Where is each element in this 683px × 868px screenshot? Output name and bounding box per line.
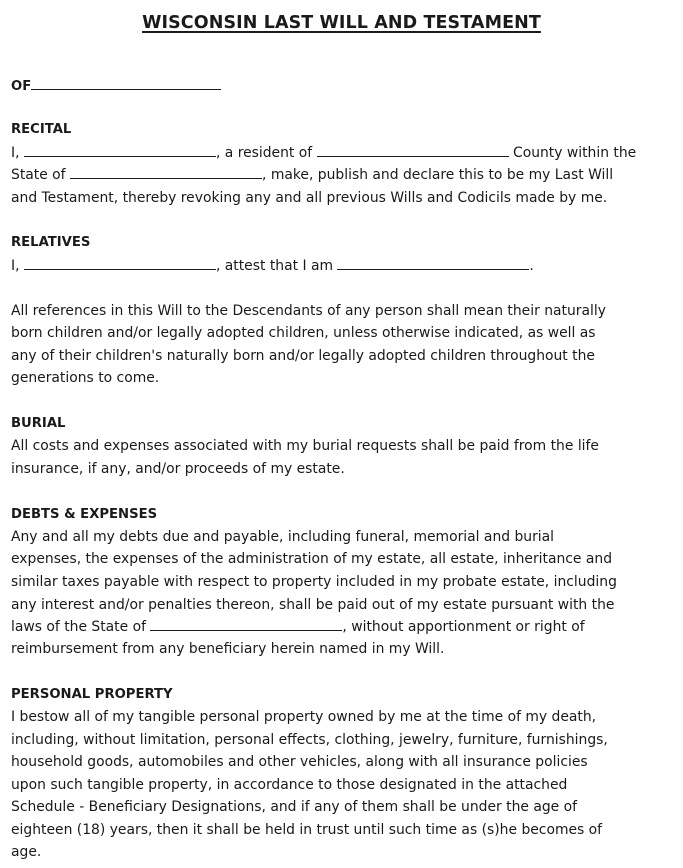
debts-para-line: expenses, the expenses of the administration of my estate, all estate, inheritance and — [11, 551, 613, 567]
relatives-status-blank[interactable] — [337, 255, 529, 270]
recital-line-2 — [11, 164, 613, 187]
relatives-para-line: All references in this Will to the Descendants of any person shall mean their naturally — [11, 303, 606, 319]
personal-property-para-line: age. — [11, 844, 42, 860]
personal-property-para-line: I bestow all of my tangible personal property owned by me at the time of my death, — [11, 709, 597, 725]
recital-line-3: and Testament, thereby revoking any and all previous Wills and Codicils made by me. — [11, 190, 608, 206]
relatives-para-line: born children and/or legally adopted children, unless otherwise indicated, as well as — [11, 325, 596, 341]
debts-para-line: Any and all my debts due and payable, including funeral, memorial and burial — [11, 529, 555, 545]
relatives-heading: RELATIVES — [11, 235, 91, 250]
recital-text-declare: , make, publish and declare this to be my Last Will — [262, 167, 614, 183]
of-label: OF — [11, 79, 32, 94]
recital-heading: RECITAL — [11, 122, 72, 137]
relatives-text-period: . — [529, 258, 534, 274]
relatives-para-line: generations to come. — [11, 370, 160, 386]
relatives-text-attest: , attest that I am — [215, 258, 338, 274]
personal-property-para-line: Schedule - Beneficiary Designations, and if any of them shall be under the age of — [11, 799, 578, 815]
burial-para-line: All costs and expenses associated with my burial requests shall be paid from the life — [11, 438, 599, 454]
testator-name-blank[interactable] — [31, 75, 221, 90]
debts-text-apportionment: , without apportionment or right of — [342, 619, 585, 635]
debts-line-5 — [11, 616, 585, 639]
debts-heading: DEBTS & EXPENSES — [11, 507, 158, 522]
relatives-para-line: any of their children's naturally born and/or legally adopted children throughout the — [11, 348, 595, 364]
recital-text-resident: , a resident of — [215, 145, 317, 161]
relatives-name-blank[interactable] — [24, 255, 216, 270]
recital-state-blank[interactable] — [70, 164, 262, 179]
of-line — [11, 75, 221, 98]
personal-property-para-line: upon such tangible property, in accordance to those designated in the attached — [11, 777, 568, 793]
recital-text-county: County within the — [508, 145, 637, 161]
debts-text-laws: laws of the State of — [11, 619, 151, 635]
recital-text-state: State of — [11, 167, 70, 183]
relatives-line-1 — [11, 255, 534, 278]
recital-text-i: I, — [11, 145, 24, 161]
personal-property-para-line: household goods, automobiles and other vehicles, along with all insurance policies — [11, 754, 588, 770]
personal-property-para-line: eighteen (18) years, then it shall be held in trust until such time as (s)he becomes of — [11, 822, 603, 838]
relatives-text-i: I, — [11, 258, 24, 274]
personal-property-heading: PERSONAL PROPERTY — [11, 687, 173, 702]
recital-county-blank[interactable] — [317, 142, 509, 157]
debts-para-line: similar taxes payable with respect to property included in my probate estate, including — [11, 574, 617, 590]
recital-line-1 — [11, 142, 636, 165]
document-title: WISCONSIN LAST WILL AND TESTAMENT — [142, 13, 541, 33]
burial-heading: BURIAL — [11, 416, 66, 431]
debts-line-6: reimbursement from any beneficiary herein named in my Will. — [11, 641, 445, 657]
debts-state-blank[interactable] — [150, 616, 342, 631]
burial-para-line: insurance, if any, and/or proceeds of my estate. — [11, 461, 345, 477]
debts-para-line: any interest and/or penalties thereon, shall be paid out of my estate pursuant with the — [11, 597, 615, 613]
personal-property-para-line: including, without limitation, personal effects, clothing, jewelry, furniture, furnishings, — [11, 732, 608, 748]
recital-name-blank[interactable] — [24, 142, 216, 157]
